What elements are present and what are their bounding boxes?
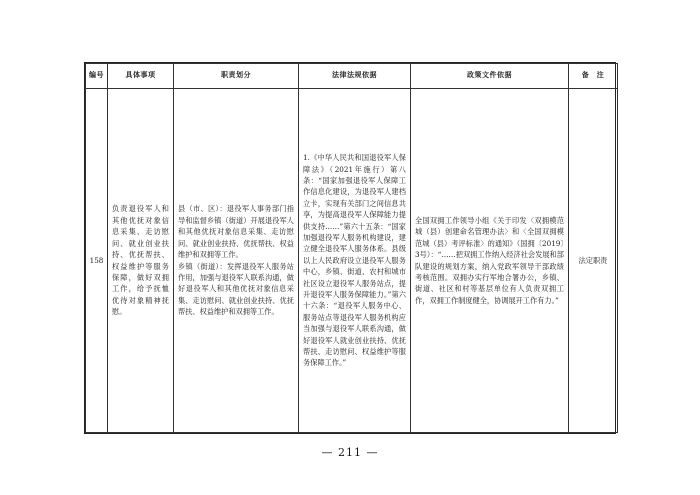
header-item: 具体事项 <box>108 64 174 89</box>
cell-remark: 法定职责 <box>569 89 618 433</box>
page-number: — 211 — <box>321 446 379 459</box>
table-row <box>86 89 618 433</box>
table-header-row <box>86 64 618 89</box>
cell-law <box>299 89 411 433</box>
header-law: 法律法规依据 <box>299 64 411 89</box>
cell-duty <box>174 89 299 433</box>
header-remark: 备 注 <box>569 64 618 89</box>
cell-policy-text: 全国双拥工作领导小组《关于印发〈双拥模范城（县）创建命名管理办法〉和〈全国双拥模范城（县）考评标准〉的通知》（国拥〔2019〕3号）：“……把双拥工作纳入经济社会发展和部队建设的规划方案，纳入党政军领导干部政绩考核范围。双拥办实行军地合署办公，乡镇、街道、社区和村等基层单位有人负责双拥工作，双拥工作制度健全，协调展开工作有力。” <box>415 215 564 305</box>
responsibility-table-frame <box>84 62 616 434</box>
cell-policy <box>411 89 569 433</box>
responsibility-table <box>85 63 618 433</box>
cell-duty-text: 县（市、区）：退役军人事务部门指导和监督乡镇（街道）开展退役军人和其他优抚对象信息采集、走访慰问、就业创业扶持、优抚帮扶、权益维护和双拥等工作。 乡镇（街道）：发挥退役军人服务站作用，加强与退役军人联系沟通，做好退役军人和其他优抚对象信息采集、走访慰问、就业创业扶持、优抚帮扶、权益维护和双拥等工作。 <box>178 204 294 317</box>
cell-item-text: 负责退役军人和其他优抚对象信息采集、走访慰问、就业创业扶持、优抚帮扶、权益维护等服务保障，做好双拥工作，给予抚恤优待对象精神抚慰。 <box>112 204 169 317</box>
cell-item <box>108 89 174 433</box>
header-duty: 职责划分 <box>174 64 299 89</box>
header-no: 编号 <box>86 64 108 89</box>
cell-no: 158 <box>86 89 108 433</box>
header-policy: 政策文件依据 <box>411 64 569 89</box>
cell-law-text: 1.《中华人民共和国退役军人保障法》（2021年施行）第八条：“国家加强退役军人保障工作信息化建设，为退役军人建档立卡，实现有关部门之间信息共享，为提高退役军人保障能力提供支持……”第六十五条：“国家加强退役军人服务机构建设，建立健全退役军人服务体系。县级以上人民政府设立退役军人服务中心，乡镇、街道、农村和城市社区设立退役军人服务站点，提升退役军人服务保障能力。”第六十六条：“退役军人服务中心、服务站点等退役军人服务机构应当加强与退役军人联系沟通，做好退役军人就业创业扶持、优抚帮扶、走访慰问、权益维护等服务保障工作。” <box>303 153 406 368</box>
